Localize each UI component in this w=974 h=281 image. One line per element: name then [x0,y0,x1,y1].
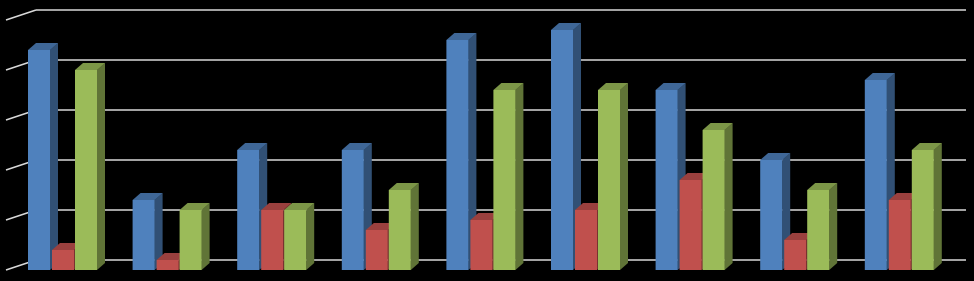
gridline-depth [6,10,36,20]
bar-side [620,83,628,270]
bar [807,190,829,270]
bar [912,150,934,270]
bar-side [202,203,210,270]
bar [889,200,911,270]
bar-side [411,183,419,270]
bar [493,90,515,270]
bar [52,250,74,270]
bar-side [50,43,58,270]
bar [656,90,678,270]
bar [261,210,283,270]
bar [28,50,50,270]
bar [760,160,782,270]
bar-side [934,143,942,270]
bar [75,70,97,270]
bar [865,80,887,270]
bar [366,230,388,270]
bar-side [725,123,733,270]
bar [342,150,364,270]
bar [446,40,468,270]
bar [598,90,620,270]
bar-side [97,63,105,270]
bar [237,150,259,270]
bar [157,260,179,270]
bar-side [306,203,314,270]
bar [180,210,202,270]
bar-side [515,83,523,270]
bar [575,210,597,270]
bar [680,180,702,270]
bar [551,30,573,270]
bar-side [829,183,837,270]
bar [784,240,806,270]
bar [133,200,155,270]
bar [284,210,306,270]
bar [470,220,492,270]
bar [389,190,411,270]
bar [703,130,725,270]
